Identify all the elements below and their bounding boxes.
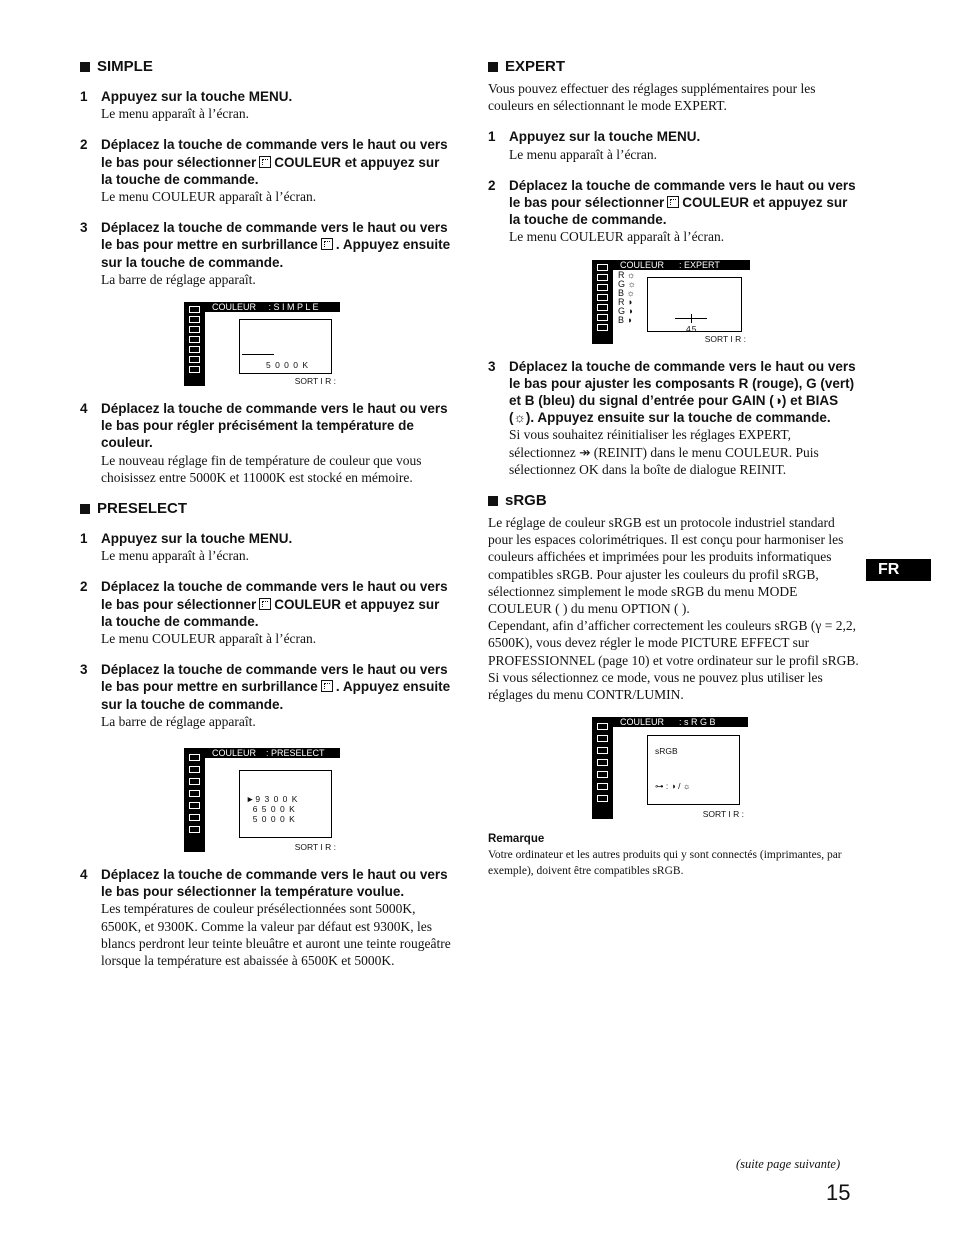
osd-rgb-list	[618, 271, 636, 325]
osd-rgb-item: R ◑	[618, 296, 633, 307]
simple-step-2: 2 Déplacez la touche de commande vers le haut ou vers le bas pour sélectionner COULEUR et appuyez sur la touche de commande. Le menu COULEUR apparaît à l’écran.	[80, 137, 448, 205]
expert-step-3: 3 Déplacez la touche de commande vers le haut ou vers le bas pour ajuster les composants R (rouge), G (vert) et B (bleu) du signal d’entrée pour GAIN (◑) et BIAS (☼). Appuyez ensuite sur la touche de commande. Si vous souhaitez réinitialiser les réglages EXPERT, sélectionnez ↠ (REINIT) dans le menu COULEUR. Puis sélectionnez OK dans la boîte de dialogue REINIT.	[488, 358, 856, 477]
osd-simple: COULEUR : S I M P L E 5 0 0 0 K SORT I R :	[184, 302, 340, 386]
preselect-step-3: 3 Déplacez la touche de commande vers le haut ou vers le bas pour mettre en surbrillance . Appuyez ensuite sur la touche de commande. La barre de réglage apparaît.	[80, 662, 451, 729]
language-tab: FR	[866, 559, 931, 581]
simple-step-4: 4 Déplacez la touche de commande vers le haut ou vers le bas pour régler précisément la température de couleur. Le nouveau réglage fin de température de couleur que vous choisissez entre 5000K et 11000K est stocké en mémoire.	[80, 401, 448, 485]
osd-rgb-item: G ◑	[618, 305, 633, 316]
expert-step-1: 1 Appuyez sur la touche MENU. Le menu apparaît à l’écran.	[488, 129, 701, 162]
osd-menu-icons	[184, 302, 205, 386]
osd-expert: COULEUR : EXPERT R ☼ G ☼ B ☼ R ◑ G ◑ B ◑ 45 SORT I R :	[592, 260, 750, 344]
osd-rgb-item: B ☼	[618, 287, 635, 298]
simple-step-3: 3 Déplacez la touche de commande vers le haut ou vers le bas pour mettre en surbrillance . Appuyez ensuite sur la touche de commande. La barre de réglage apparaît.	[80, 220, 451, 287]
left-column	[80, 58, 452, 983]
osd-window: ►9 3 0 0 K 6 5 0 0 K 5 0 0 0 K	[239, 770, 332, 838]
square-bullet-icon	[80, 504, 90, 514]
expert-step-2: 2 Déplacez la touche de commande vers le haut ou vers le bas pour sélectionner COULEUR et appuyez sur la touche de commande. Le menu COULEUR apparaît à l’écran.	[488, 177, 856, 245]
section-heading-simple: SIMPLE	[80, 58, 452, 75]
color-icon	[321, 238, 333, 250]
section-heading-srgb: sRGB	[488, 492, 860, 509]
color-icon	[259, 156, 271, 168]
color-icon	[321, 680, 333, 692]
osd-menu-icons	[592, 260, 613, 344]
page-number: 15	[826, 1180, 851, 1205]
preselect-step-1: 1 Appuyez sur la touche MENU. Le menu apparaît à l’écran.	[80, 531, 293, 564]
section-heading-preselect: PRESELECT	[80, 500, 452, 517]
preselect-step-4: 4 Déplacez la touche de commande vers le haut ou vers le bas pour sélectionner la température voulue. Les températures de couleur présélectionnées sont 5000K, 6500K, et 9300K. Comme la valeur par défaut est 9300K, les blancs perdront leur teinte bleuâtre et auront une teinte rougeâtre lorsque la température est abaissée à 6500K et 5000K.	[80, 867, 451, 969]
osd-window: 45	[647, 277, 742, 332]
osd-menu-icons	[184, 748, 205, 852]
preselect-step-2: 2 Déplacez la touche de commande vers le haut ou vers le bas pour sélectionner COULEUR et appuyez sur la touche de commande. Le menu COULEUR apparaît à l’écran.	[80, 579, 448, 647]
osd-srgb: COULEUR : s R G B sRGB ⊶ : ◑ / ☼ SORT I R :	[592, 717, 748, 819]
right-column: EXPERT Vous pouvez effectuer des réglages supplémentaires pour les couleurs en sélectionnant le mode EXPERT. 1 Appuyez sur la touche MENU. Le menu apparaît à l’écran. 2 Déplacez la touche de commande vers le haut ou vers le bas pour sélectionner COULEUR et appuyez sur la touche de commande. Le menu COULEUR apparaît à l’écran. COULEUR : EXPERT R ☼ G ☼ B ☼ R ◑ G ◑ B ◑ 45 SORT I R : 3 Déplacez la touche de commande vers le haut ou vers le bas pour ajuster les composants R (rouge), G (vert) et B (bleu) du signal d’entrée pour GAIN (◑) et BIAS (☼). Appuyez ensuite sur la touche de commande. Si vous souhaitez réinitialiser les réglages EXPERT, sélectionnez ↠ (REINIT) dans le menu COULEUR. Puis sélectionnez OK dans la boîte de dialogue REINIT. sRGB Le réglage de couleur sRGB est un protocole industriel standard pour les espaces colorimétriques. Il est conçu pour harmoniser les couleurs affichées et imprimées pour les produits informatiques compatibles sRGB. Pour ajuster les couleurs du profil sRGB, sélectionnez simplement le mode sRGB du menu MODE COULEUR ( ) du menu OPTION ( ). Cependant, afin d’afficher correctement les couleurs sRGB (γ = 2,2, 6500K), vous devez régler le mode PICTURE EFFECT sur PROFESSIONNEL (page 10) et votre ordinateur sur le profil sRGB. Si vous sélectionnez ce mode, vous ne pouvez plus utiliser les réglages du menu CONTR/LUMIN. COULEUR : s R G B sRGB ⊶ : ◑ / ☼ SORT I R : Remarque Votre ordinateur et les autres produits qui y sont connectés (imprimantes, par exemple), doivent être compatibles sRGB.	[488, 58, 859, 878]
osd-rgb-item: B ◑	[618, 314, 632, 325]
osd-menu-icons	[592, 717, 613, 819]
osd-window: 5 0 0 0 K	[239, 319, 332, 374]
color-icon	[667, 196, 679, 208]
color-icon	[259, 598, 271, 610]
square-bullet-icon	[80, 62, 90, 72]
osd-rgb-item: G ☼	[618, 278, 636, 289]
section-heading-expert: EXPERT	[488, 58, 860, 75]
osd-preselect: COULEUR : PRESELECT ►9 3 0 0 K 6 5 0 0 K 5 0 0 0 K SORT I R :	[184, 748, 340, 852]
square-bullet-icon	[488, 496, 498, 506]
osd-window: sRGB ⊶ : ◑ / ☼	[647, 735, 740, 805]
simple-step-1: 1 Appuyez sur la touche MENU. Le menu apparaît à l’écran.	[80, 89, 293, 122]
osd-rgb-item: R ☼	[618, 269, 636, 280]
continued-note: (suite page suivante)	[736, 1157, 841, 1171]
square-bullet-icon	[488, 62, 498, 72]
